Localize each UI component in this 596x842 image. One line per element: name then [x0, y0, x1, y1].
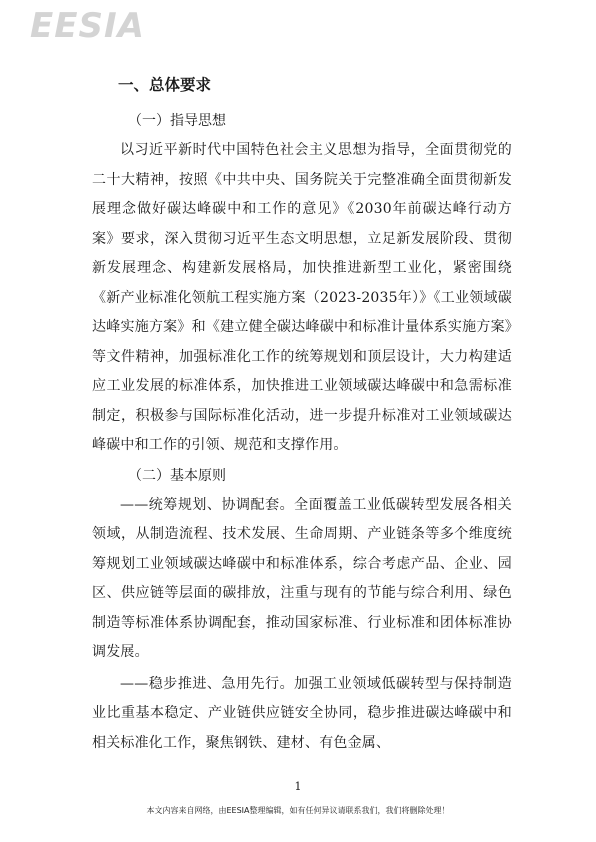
guiding-ideology-paragraph: 以习近平新时代中国特色社会主义思想为指导，全面贯彻党的二十大精神，按照《中共中央、国务院关于完整准确全面贯彻新发展理念做好碳达峰碳中和工作的意见》《2030年前碳达峰行动方案》要求，深入贯彻习近平生态文明思想，立足新发展阶段、贯彻新发展理念、构建新发展格局，加快推进新型工业化，紧密围绕《新产业标准化领航工程实施方案（2023-2035年）》《工业领域碳达峰实施方案》和《建立健全碳达峰碳中和标准计量体系实施方案》等文件精神，加强标准化工作的统筹规划和顶层设计，大力构建适应工业发展的标准体系，加快推进工业领域碳达峰碳中和急需标准制定，积极参与国际标准化活动，进一步提升标准对工业领域碳达峰碳中和工作的引领、规范和支撑作用。 — [92, 142, 512, 453]
principle-paragraph-1: ——统筹规划、协调配套。全面覆盖工业低碳转型发展各相关领域，从制造流程、技术发展、生命周期、产业链条等多个维度统筹规划工业领域碳达峰碳中和标准体系，综合考虑产品、企业、园区、供应链等层面的碳排放，注重与现有的节能与综合利用、绿色制造等标准体系协调配套，推动国家标准、行业标准和团体标准协调发展。 — [92, 496, 512, 660]
eesia-logo: EESIA — [30, 6, 145, 46]
page-number: 1 — [294, 780, 302, 793]
section-title: 一、总体要求 — [118, 76, 212, 94]
footer-disclaimer: 本文内容来自网络，由EESIA整理编辑，如有任何异议请联系我们，我们将删除处理！ — [146, 806, 450, 815]
guiding-ideology-heading: （一）指导思想 — [128, 113, 226, 129]
basic-principles-heading: （二）基本原则 — [128, 467, 226, 484]
principle-paragraph-2: ——稳步推进、急用先行。加强工业领域低碳转型与保持制造业比重基本稳定、产业链供应链安全协同，稳步推进碳达峰碳中和相关标准化工作，聚焦钢铁、建材、有色金属、 — [92, 675, 512, 751]
document-body — [92, 72, 512, 758]
